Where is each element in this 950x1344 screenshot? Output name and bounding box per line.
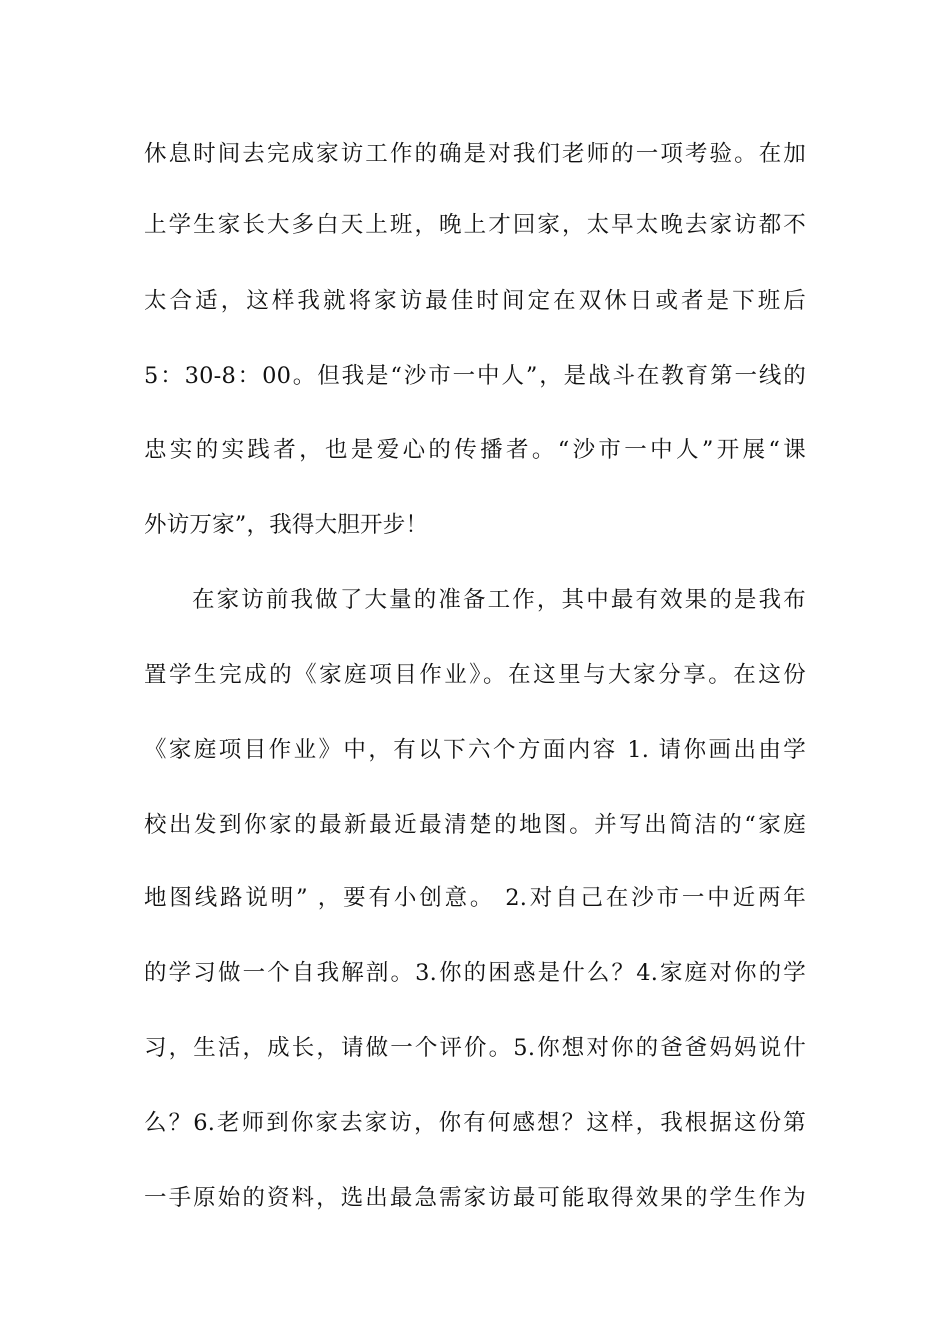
paragraph-first-line: 在家访前我做了大量的准备工作，其中最有效果的是我布 (192, 587, 806, 613)
paragraph-line: 一手原始的资料，选出最急需家访最可能取得效果的学生作为 (144, 1185, 806, 1211)
paragraph-line: 《家庭项目作业》中，有以下六个方面内容 1. 请你画出由学 (144, 737, 806, 763)
paragraph-line: 校出发到你家的最新最近最清楚的地图。并写出简洁的“家庭 (144, 812, 806, 838)
paragraph-line: 上学生家长大多白天上班，晚上才回家，太早太晚去家访都不 (144, 212, 806, 238)
paragraph-line: 外访万家”，我得大胆开步！ (144, 512, 429, 538)
paragraph-line: 习，生活，成长，请做一个评价。5.你想对你的爸爸妈妈说什 (144, 1035, 806, 1061)
paragraph-line: 5：30-8：00。但我是“沙市一中人”，是战斗在教育第一线的 (144, 363, 806, 389)
paragraph-line: 地图线路说明” ，要有小创意。 2.对自己在沙市一中近两年 (144, 885, 806, 911)
paragraph-line: 么？6.老师到你家去家访，你有何感想？这样，我根据这份第 (144, 1110, 806, 1136)
paragraph-line: 的学习做一个自我解剖。3.你的困惑是什么？4.家庭对你的学 (144, 960, 806, 986)
paragraph-line: 休息时间去完成家访工作的确是对我们老师的一项考验。在加 (144, 141, 806, 167)
paragraph-line: 太合适，这样我就将家访最佳时间定在双休日或者是下班后 (144, 288, 806, 314)
paragraph-line: 忠实的实践者，也是爱心的传播者。“沙市一中人”开展“课 (144, 437, 806, 463)
paragraph-line: 置学生完成的《家庭项目作业》。在这里与大家分享。在这份 (144, 662, 806, 688)
